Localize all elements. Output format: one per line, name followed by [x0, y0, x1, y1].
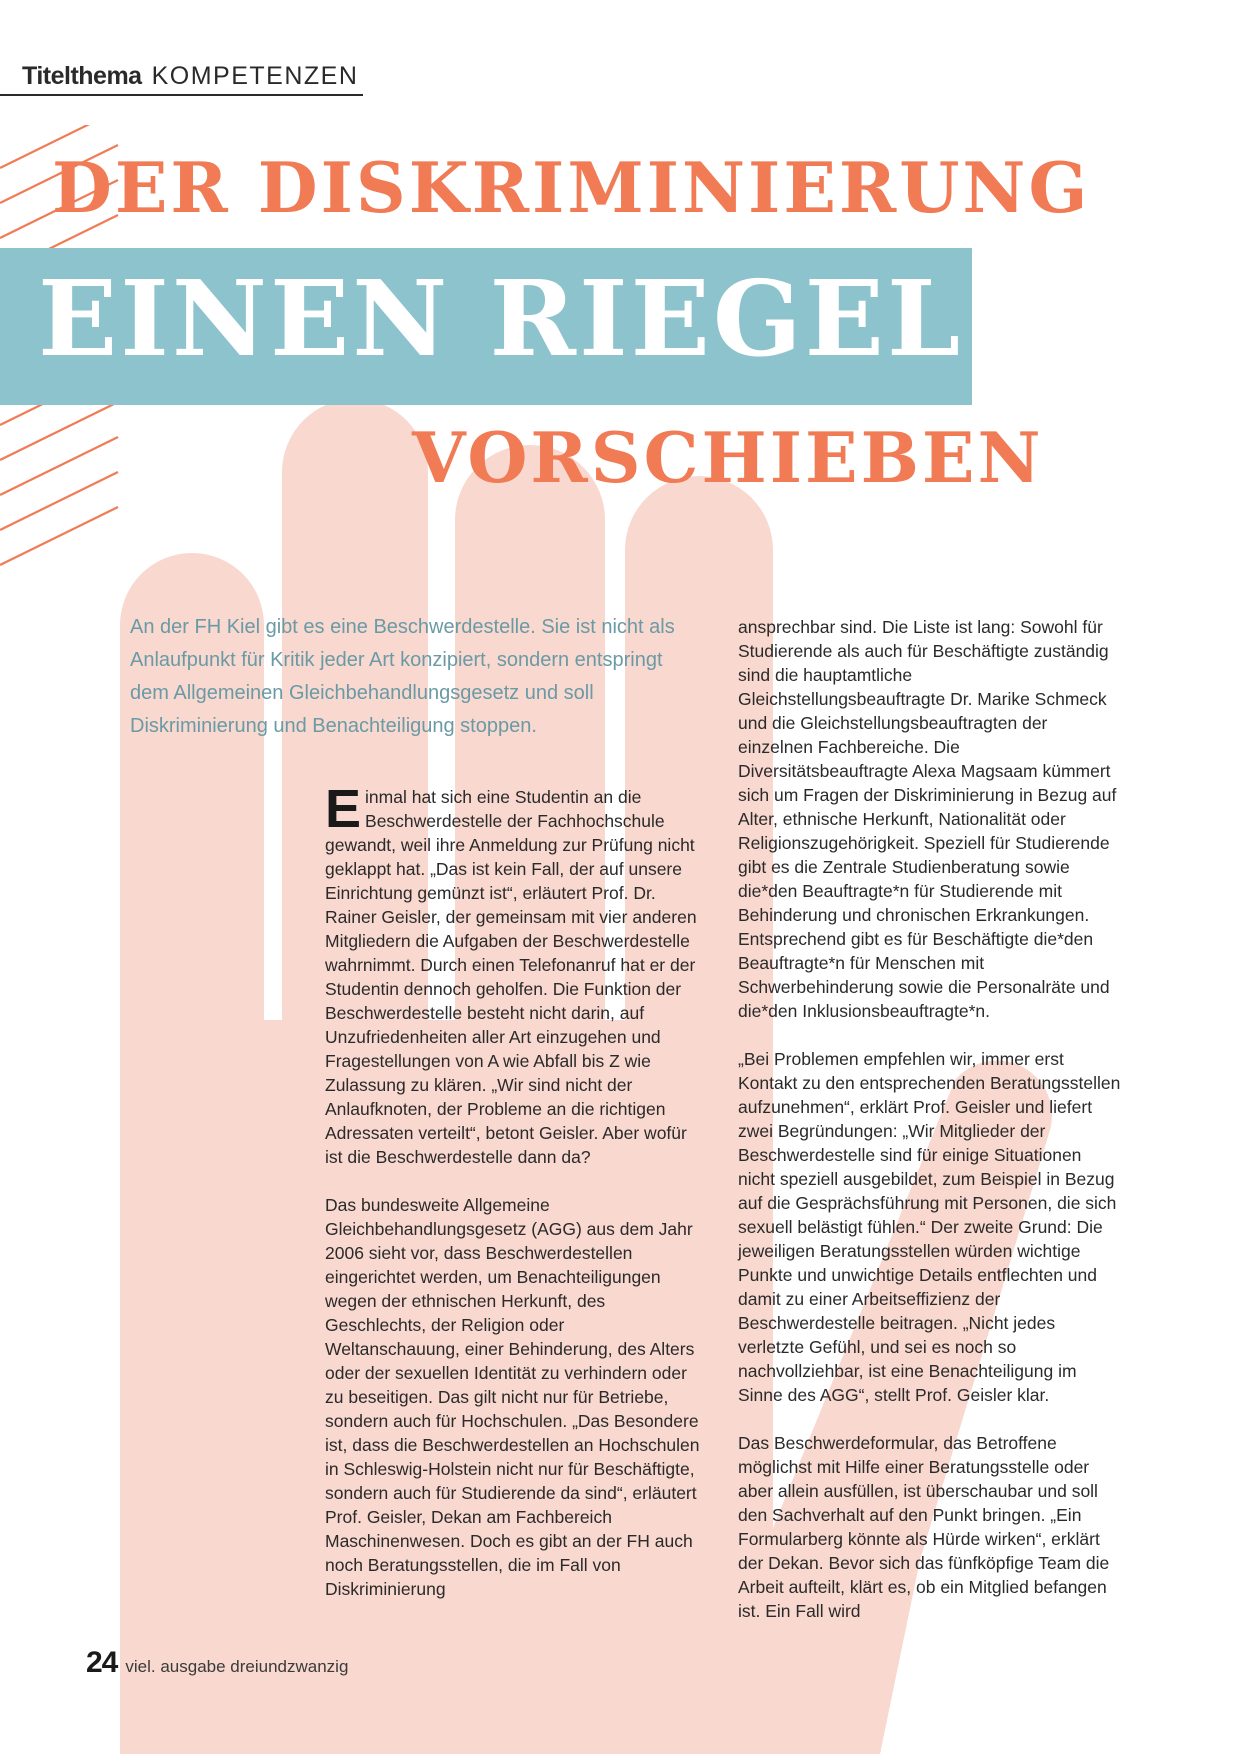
drop-cap: E: [325, 779, 362, 839]
topic-label: KOMPETENZEN: [151, 62, 359, 90]
page-number: 24: [86, 1646, 118, 1679]
section-header: [22, 62, 358, 91]
section-label: Titelthema: [22, 62, 142, 90]
title-line-2: EINEN RIEGEL: [38, 257, 964, 380]
header-rule: [0, 94, 363, 96]
body-paragraph: ansprechbar sind. Die Liste ist lang: Sowohl für Studierende als auch für Beschäftigte zuständig sind die hauptamtliche Gleichstellungsbeauftragte Dr. Marike Schmeck und die Gleichstellungsbeauftragten der einzelnen Fachbereiche. Die Diversitätsbeauftragte Alexa Magsaam kümmert sich um Fragen der Diskriminierung in Bezug auf Alter, ethnische Herkunft, Nationalität oder Religionszugehörigkeit. Speziell für Studierende gibt es die Zentrale Studienberatung sowie die*den Beauftragte*n für Studierende mit Behinderung und chronischen Erkrankungen. Entsprechend gibt es für Beschäftigte die*den Beauftragte*n für Menschen mit Schwerbehinderung sowie die Personalräte und die*den Inklusionsbeauftragte*n.: [738, 617, 1117, 1021]
issue-label: viel. ausgabe dreiundzwanzig: [125, 1657, 349, 1676]
title-line-3: VORSCHIEBEN: [412, 418, 1044, 499]
lead-paragraph: An der FH Kiel gibt es eine Beschwerdestelle. Sie ist nicht als Anlaufpunkt für Kritik jeder Art konzipiert, sondern entspringt dem Allgemeinen Gleichbehandlungsgesetz und soll Diskriminierung und Benachteiligung stoppen.: [130, 616, 675, 737]
body-column-right: [738, 615, 1123, 1647]
title-line-1: DER DISKRIMINIERUNG: [52, 148, 1091, 229]
body-column-left: [325, 779, 703, 1625]
body-paragraph: Das bundesweite Allgemeine Gleichbehandlungsgesetz (AGG) aus dem Jahr 2006 sieht vor, dass Beschwerdestellen eingerichtet werden, um Benachteiligungen wegen der ethnischen Herkunft, des Geschlechts, der Religion oder Weltanschauung, einer Behinderung, des Alters oder der sexuellen Identität zu verhindern oder zu beseitigen. Das gilt nicht nur für Betriebe, sondern auch für Hochschulen. „Das Besondere ist, dass die Beschwerdestellen an Hochschulen in Schleswig-Holstein nicht nur für Beschäftigte, sondern auch für Studierende da sind“, erläutert Prof. Geisler, Dekan am Fachbereich Maschinenwesen. Doch es gibt an der FH auch noch Beratungsstellen, die im Fall von Diskriminierung: [325, 1195, 700, 1599]
body-paragraph: [325, 779, 703, 1169]
body-paragraph: „Bei Problemen empfehlen wir, immer erst Kontakt zu den entsprechenden Beratungsstellen aufzunehmen“, erklärt Prof. Geisler und liefert zwei Begründungen: „Wir Mitglieder der Beschwerdestelle sind für einige Situationen nicht speziell ausgebildet, zum Beispiel in Bezug auf die Gesprächsführung mit Personen, die sich sexuell belästigt fühlen.“ Der zweite Grund: Die jeweiligen Beratungsstellen würden wichtige Punkte und unwichtige Details entflechten und damit zu einer Arbeitseffizienz der Beschwerdestelle beitragen. „Nicht jedes verletzte Gefühl, und sei es noch so nachvollziehbar, ist eine Benachteiligung im Sinne des AGG“, stellt Prof. Geisler klar.: [738, 1049, 1121, 1405]
page-footer: [86, 1646, 348, 1680]
body-paragraph: Das Beschwerdeformular, das Betroffene möglichst mit Hilfe einer Beratungsstelle oder aber allein ausfüllen, ist überschaubar und soll den Sachverhalt auf den Punkt bringen. „Ein Formularberg könnte als Hürde wirken“, erklärt der Dekan. Bevor sich das fünfköpfige Team die Arbeit aufteilt, klärt es, ob ein Mitglied befangen ist. Ein Fall wird: [738, 1433, 1110, 1621]
paragraph-text: inmal hat sich eine Studentin an die Beschwerdestelle der Fachhochschule gewandt, weil ihre Anmeldung zur Prüfung nicht geklappt hat. „Das ist kein Fall, der auf unsere Einrichtung gemünzt ist“, erläutert Prof. Dr. Rainer Geisler, der gemeinsam mit vier anderen Mitgliedern die Aufgaben der Beschwerdestelle wahrnimmt. Durch einen Telefonanruf hat er der Studentin dennoch geholfen. Die Funktion der Beschwerdestelle besteht nicht darin, auf Unzufriedenheiten aller Art einzugehen und Fragestellungen von A wie Abfall bis Z wie Zulassung zu klären. „Wir sind nicht der Anlaufknoten, der Probleme an die richtigen Adressaten verteilt“, betont Geisler. Aber wofür ist die Beschwerdestelle dann da?: [325, 787, 697, 1167]
